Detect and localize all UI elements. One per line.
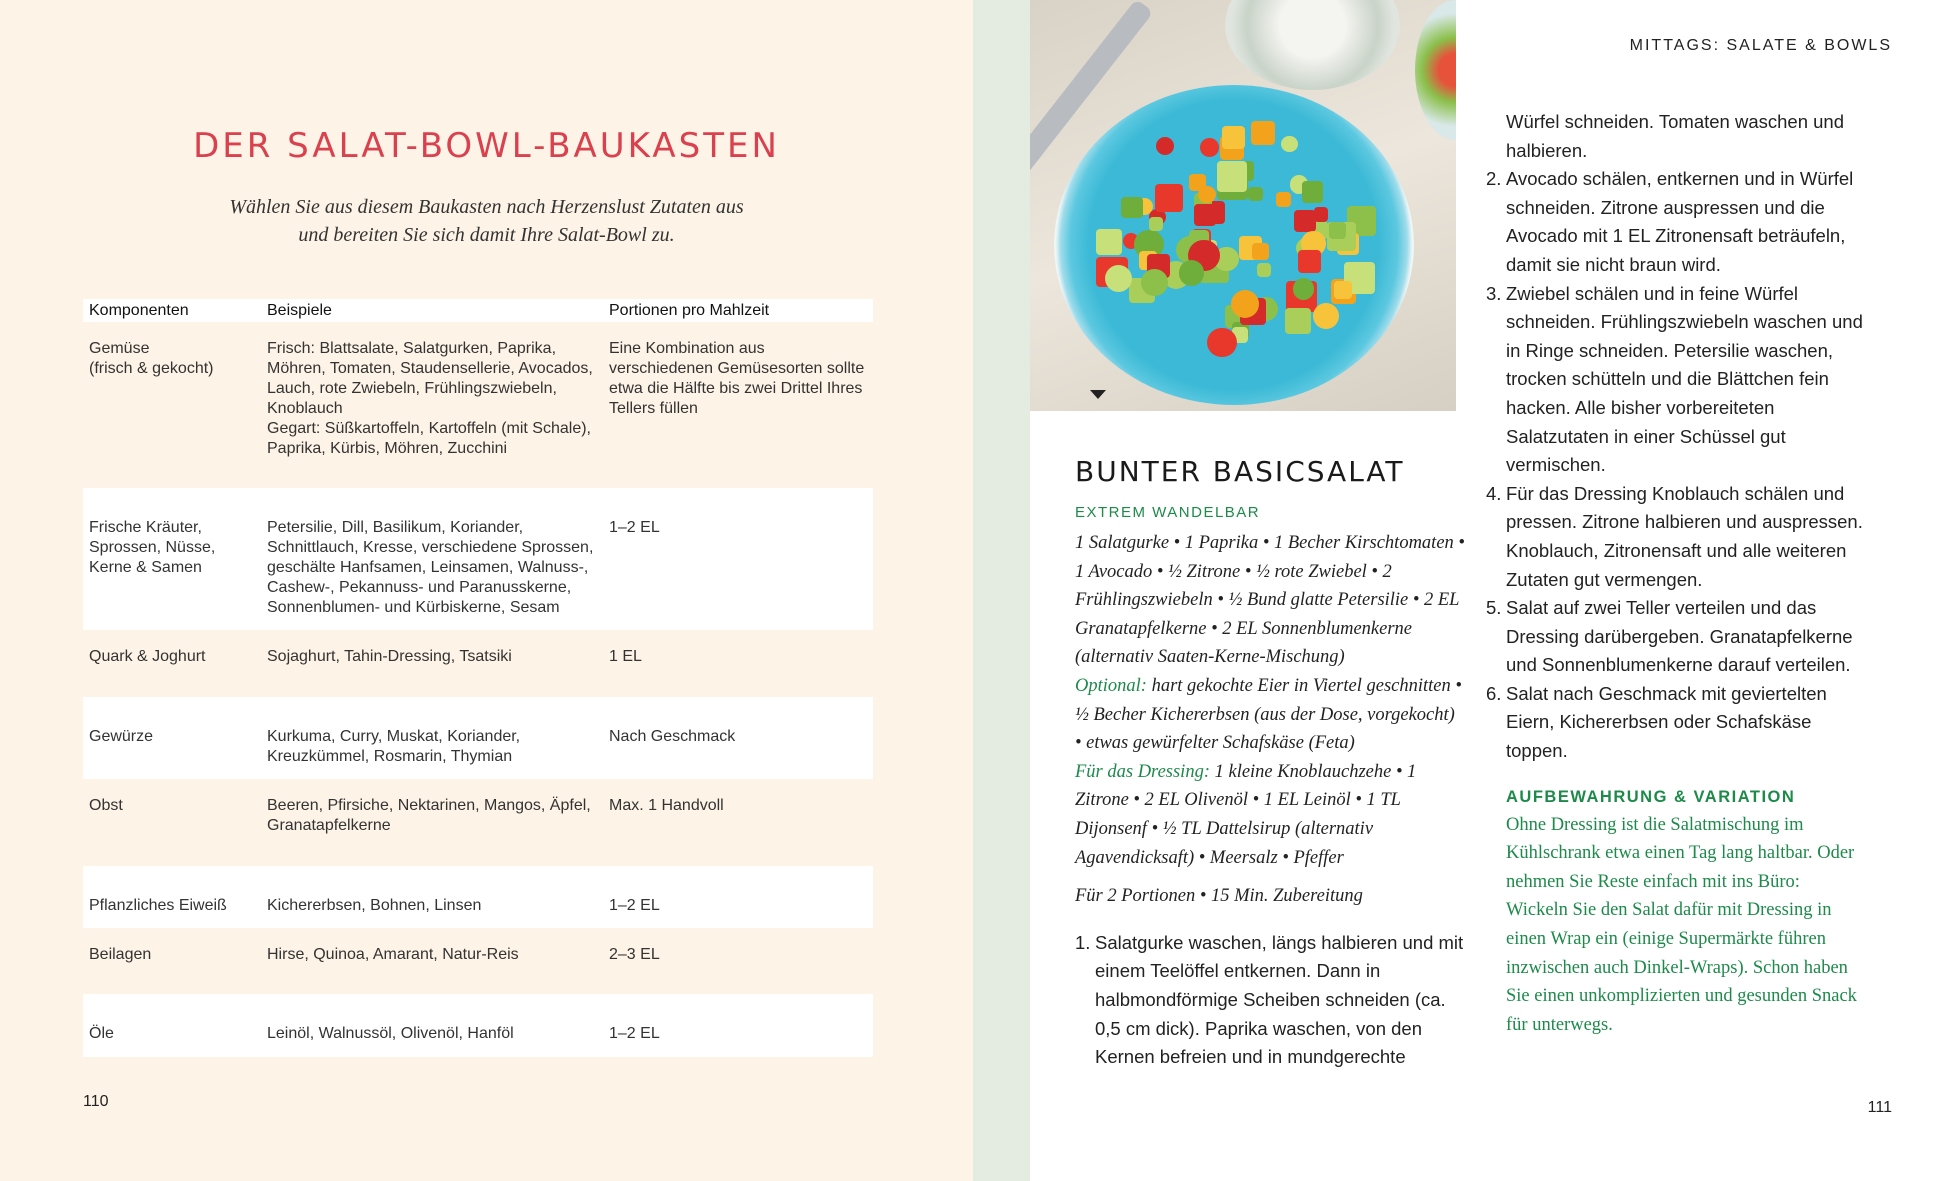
intro-line: Wählen Sie aus diesem Baukasten nach Herzenslust Zutaten aus [229, 196, 744, 218]
salad-piece [1298, 250, 1320, 272]
salad-piece [1314, 207, 1329, 222]
step-text: Salat nach Geschmack mit geviertelten Eiern, Kichererbsen oder Schafskäse toppen. [1506, 682, 1827, 762]
component-cell: Quark & Joghurt [89, 648, 206, 665]
salad-piece [1248, 187, 1263, 202]
salad-piece [1155, 184, 1183, 212]
salad-piece [1276, 192, 1290, 206]
step-number: 6. [1486, 682, 1502, 704]
portion-cell: Max. 1 Handvoll [609, 797, 724, 814]
portion-cell: 1–2 EL [603, 866, 873, 928]
salad-piece [1179, 260, 1205, 286]
ingredients [1075, 529, 1465, 911]
right-page [1030, 0, 1948, 1181]
portion-cell: 1 EL [609, 648, 642, 665]
table-row [83, 779, 873, 866]
triangle-marker-icon [1090, 390, 1106, 399]
step [1486, 165, 1866, 279]
salad-piece [1281, 136, 1298, 153]
feta-bowl [1225, 0, 1400, 90]
component-cell: Frische Kräuter, Sprossen, Nüsse, Kerne & Samen [83, 488, 261, 630]
salad-piece [1198, 186, 1216, 204]
salad-piece [1329, 222, 1346, 239]
left-page [0, 0, 973, 1181]
steps-list [1075, 929, 1465, 1072]
salad-piece [1207, 328, 1236, 357]
component-cell: Öle [83, 994, 261, 1057]
salad-piece [1293, 278, 1314, 299]
portion-cell: Nach Geschmack [603, 697, 873, 779]
second-plate [1415, 0, 1456, 140]
step-number: 2. [1486, 168, 1502, 190]
salad-piece [1194, 204, 1215, 225]
table-row [83, 630, 873, 697]
salad-piece [1222, 126, 1245, 149]
table-row [83, 994, 873, 1057]
ingredient-table [83, 299, 873, 1057]
intro-line: und bereiten Sie sich damit Ihre Salat-Bowl zu. [298, 224, 675, 246]
right-column [1486, 108, 1866, 1039]
component-cell: Gewürze [83, 697, 261, 779]
step [1486, 594, 1866, 680]
component-cell: Obst [89, 797, 123, 814]
examples-cell: Sojaghurt, Tahin-Dressing, Tsatsiki [267, 648, 512, 665]
page-number: 110 [83, 1093, 109, 1110]
examples-cell: Frisch: Blattsalate, Salatgurken, Paprika, Möhren, Tomaten, Staudensellerie, Avocados, Lauch, rote Zwiebeln, Frühlingszwiebeln, Knoblauch Gegart: Süßkartoffeln, Kartoffeln (mit Schale), Paprika, Kürbis, Möhren, Zucchini [267, 340, 593, 457]
salad-piece [1251, 121, 1275, 145]
dressing-text: 1 kleine Knoblauchzehe • 1 Zitrone • 2 EL Olivenöl • 1 EL Leinöl • 1 TL Dijonsenf • ½ TL Dattelsirup (alternativ Agavendicksaft) • Meersalz • Pfeffer [1075, 761, 1417, 868]
step-continuation: Würfel schneiden. Tomaten waschen und halbieren. [1506, 111, 1844, 161]
salad-piece [1313, 303, 1339, 329]
step-text: Für das Dressing Knoblauch schälen und pressen. Zitrone halbieren und auspressen. Knoblauch, Zitronensaft und alle weiteren Zutaten gut vermengen. [1506, 482, 1863, 590]
ingredient-list: 1 Salatgurke • 1 Paprika • 1 Becher Kirschtomaten • 1 Avocado • ½ Zitrone • ½ rote Zwiebel • 2 Frühlingszwiebeln • ½ Bund glatte Petersilie • 2 EL Granatapfelkerne • 2 EL Sonnenblumenkerne (alternativ Saaten-Kerne-Mischung) [1075, 533, 1465, 668]
step-text: Avocado schälen, entkernen und in Würfel schneiden. Zitrone auspressen und die Avocado mit 1 EL Zitronensaft beträufeln, damit sie nicht braun wird. [1506, 168, 1854, 275]
optional-line [1075, 672, 1465, 758]
column-header: Portionen pro Mahlzeit [603, 299, 873, 322]
table-row [83, 697, 873, 779]
salad-piece [1217, 161, 1248, 192]
examples-cell: Leinöl, Walnussöl, Olivenöl, Hanföl [261, 994, 603, 1057]
gutter [973, 0, 1030, 1181]
step-text: Salat auf zwei Teller verteilen und das Dressing darübergeben. Granatapfelkerne und Sonnenblumenkerne darauf verteilen. [1506, 597, 1853, 676]
salad-piece [1149, 217, 1163, 231]
recipe-title: BUNTER BASICSALAT [1075, 455, 1405, 488]
step-text: Salatgurke waschen, längs halbieren und mit einem Teelöffel entkernen. Dann in halbmondförmige Scheiben schneiden (ca. 0,5 cm dick). Paprika waschen, von den Kernen befreien und in mundgerechte [1095, 931, 1464, 1068]
column-header: Beispiele [261, 299, 603, 322]
step-text: Zwiebel schälen und in feine Würfel schneiden. Frühlingszwiebeln waschen und in Ringe schneiden. Petersilie waschen, trocken schütteln und die Blättchen fein hacken. Alle bisher vorbereiteten Salatzutaten in einer Schüssel gut vermischen. [1506, 282, 1863, 476]
table-row [83, 322, 873, 488]
salad-piece [1096, 229, 1122, 255]
component-cell: Beilagen [89, 946, 152, 963]
recipe-subtitle: EXTREM WANDELBAR [1075, 504, 1261, 521]
dressing-line [1075, 758, 1465, 872]
salad-piece [1257, 263, 1271, 277]
salad-piece [1200, 138, 1219, 157]
component-cell: Gemüse (frisch & gekocht) [89, 340, 214, 377]
table-wrapper [83, 299, 873, 1111]
step [1486, 680, 1866, 766]
step-number: 4. [1486, 482, 1502, 504]
portion-cell: 1–2 EL [603, 488, 873, 630]
dressing-label: Für das Dressing: [1075, 761, 1210, 782]
examples-cell: Hirse, Quinoa, Amarant, Natur-Reis [267, 946, 519, 963]
step-number: 5. [1486, 597, 1502, 619]
portions-info: Für 2 Portionen • 15 Min. Zubereitung [1075, 886, 1363, 907]
salad-piece [1285, 308, 1312, 335]
salad-piece [1302, 181, 1324, 203]
salad-piece [1252, 243, 1269, 260]
portion-cell: Eine Kombination aus verschiedenen Gemüsesorten sollte etwa die Hälfte bis zwei Drittel Ihres Tellers füllen [609, 340, 865, 417]
examples-cell: Kurkuma, Curry, Muskat, Koriander, Kreuzkümmel, Rosmarin, Thymian [261, 697, 603, 779]
table-row [83, 488, 873, 630]
table-row [83, 866, 873, 928]
examples-cell: Kichererbsen, Bohnen, Linsen [261, 866, 603, 928]
recipe-column [1075, 455, 1465, 1072]
page-number: 111 [1867, 1099, 1892, 1116]
examples-cell: Beeren, Pfirsiche, Nektarinen, Mangos, Äpfel, Granatapfelkerne [267, 797, 591, 834]
intro-text [150, 193, 823, 249]
step [1486, 480, 1866, 594]
salad-piece [1121, 197, 1142, 218]
salad-piece [1334, 281, 1352, 299]
column-header: Komponenten [83, 299, 261, 322]
optional-text: hart gekochte Eier in Viertel geschnitten • ½ Becher Kichererbsen (aus der Dose, vorgekocht) • etwas gewürfelter Schafskäse (Feta) [1075, 675, 1462, 754]
step [1486, 280, 1866, 480]
tip-title: AUFBEWAHRUNG & VARIATION [1506, 787, 1796, 806]
table-header-row [83, 299, 873, 322]
tip-text: Ohne Dressing ist die Salatmischung im Kühlschrank etwa einen Tag lang haltbar. Oder nehmen Sie Reste einfach mit ins Büro: Wickeln Sie den Salat dafür mit Dressing in einen Wrap ein (einige Supermärkte führen inzwischen auch Dinkel-Wraps). Schon haben Sie einen unkomplizierten und gesunden Snack für unterwegs. [1506, 814, 1857, 1035]
portion-cell: 2–3 EL [609, 946, 660, 963]
examples-cell: Petersilie, Dill, Basilikum, Koriander, Schnittlauch, Kresse, verschiedene Sprossen, geschälte Hanfsamen, Leinsamen, Walnuss-, Cashew-, Pekannuss- und Paranusskerne, Sonnenblumen- und Kürbiskerne, Sesam [261, 488, 603, 630]
component-cell: Pflanzliches Eiweiß [83, 866, 261, 928]
optional-label: Optional: [1075, 675, 1147, 696]
step-number: 3. [1486, 282, 1502, 304]
page-title: DER SALAT-BOWL-BAUKASTEN [193, 126, 780, 166]
salad-photo [1030, 0, 1456, 411]
steps-list [1486, 165, 1866, 765]
step [1075, 929, 1465, 1072]
running-head: MITTAGS: SALATE & BOWLS [1629, 37, 1892, 54]
salad-piece [1141, 269, 1168, 296]
portion-cell: 1–2 EL [603, 994, 873, 1057]
step-number: 1. [1075, 931, 1091, 953]
table-row [83, 928, 873, 994]
